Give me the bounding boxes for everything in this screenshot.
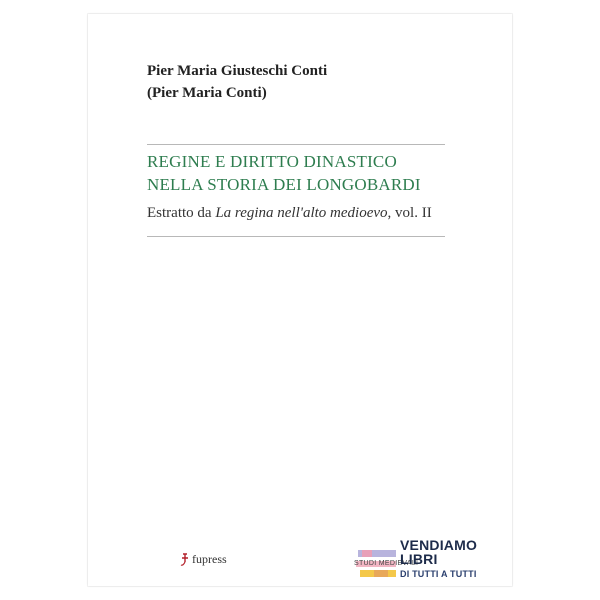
publisher-mark-icon [180, 553, 190, 567]
series-label: STUDI MEDIEVALI [354, 560, 419, 567]
title-line-1: REGINE E DIRITTO DINASTICO [147, 152, 397, 171]
author-alias: (Pier Maria Conti) [147, 85, 267, 101]
badge-line-3: DI TUTTI A TUTTI [400, 569, 477, 579]
subtitle-source-title: La regina nell'alto medioevo [215, 205, 388, 221]
author-block [147, 60, 327, 104]
publisher-logo [180, 552, 227, 567]
author-name: Pier Maria Giusteschi Conti [147, 63, 328, 79]
seller-badge [400, 538, 477, 581]
badge-line-1: VENDIAMO [400, 537, 478, 553]
publisher-name: fupress [192, 552, 227, 566]
book-subtitle [147, 205, 432, 222]
divider-top [147, 144, 445, 145]
subtitle-prefix: Estratto da [147, 205, 216, 221]
book-title [147, 150, 421, 196]
badge-line-2: LIBRI [400, 551, 438, 567]
divider-bottom [147, 236, 445, 237]
subtitle-volume: , vol. II [387, 205, 432, 221]
title-line-2: NELLA STORIA DEI LONGOBARDI [147, 175, 421, 194]
